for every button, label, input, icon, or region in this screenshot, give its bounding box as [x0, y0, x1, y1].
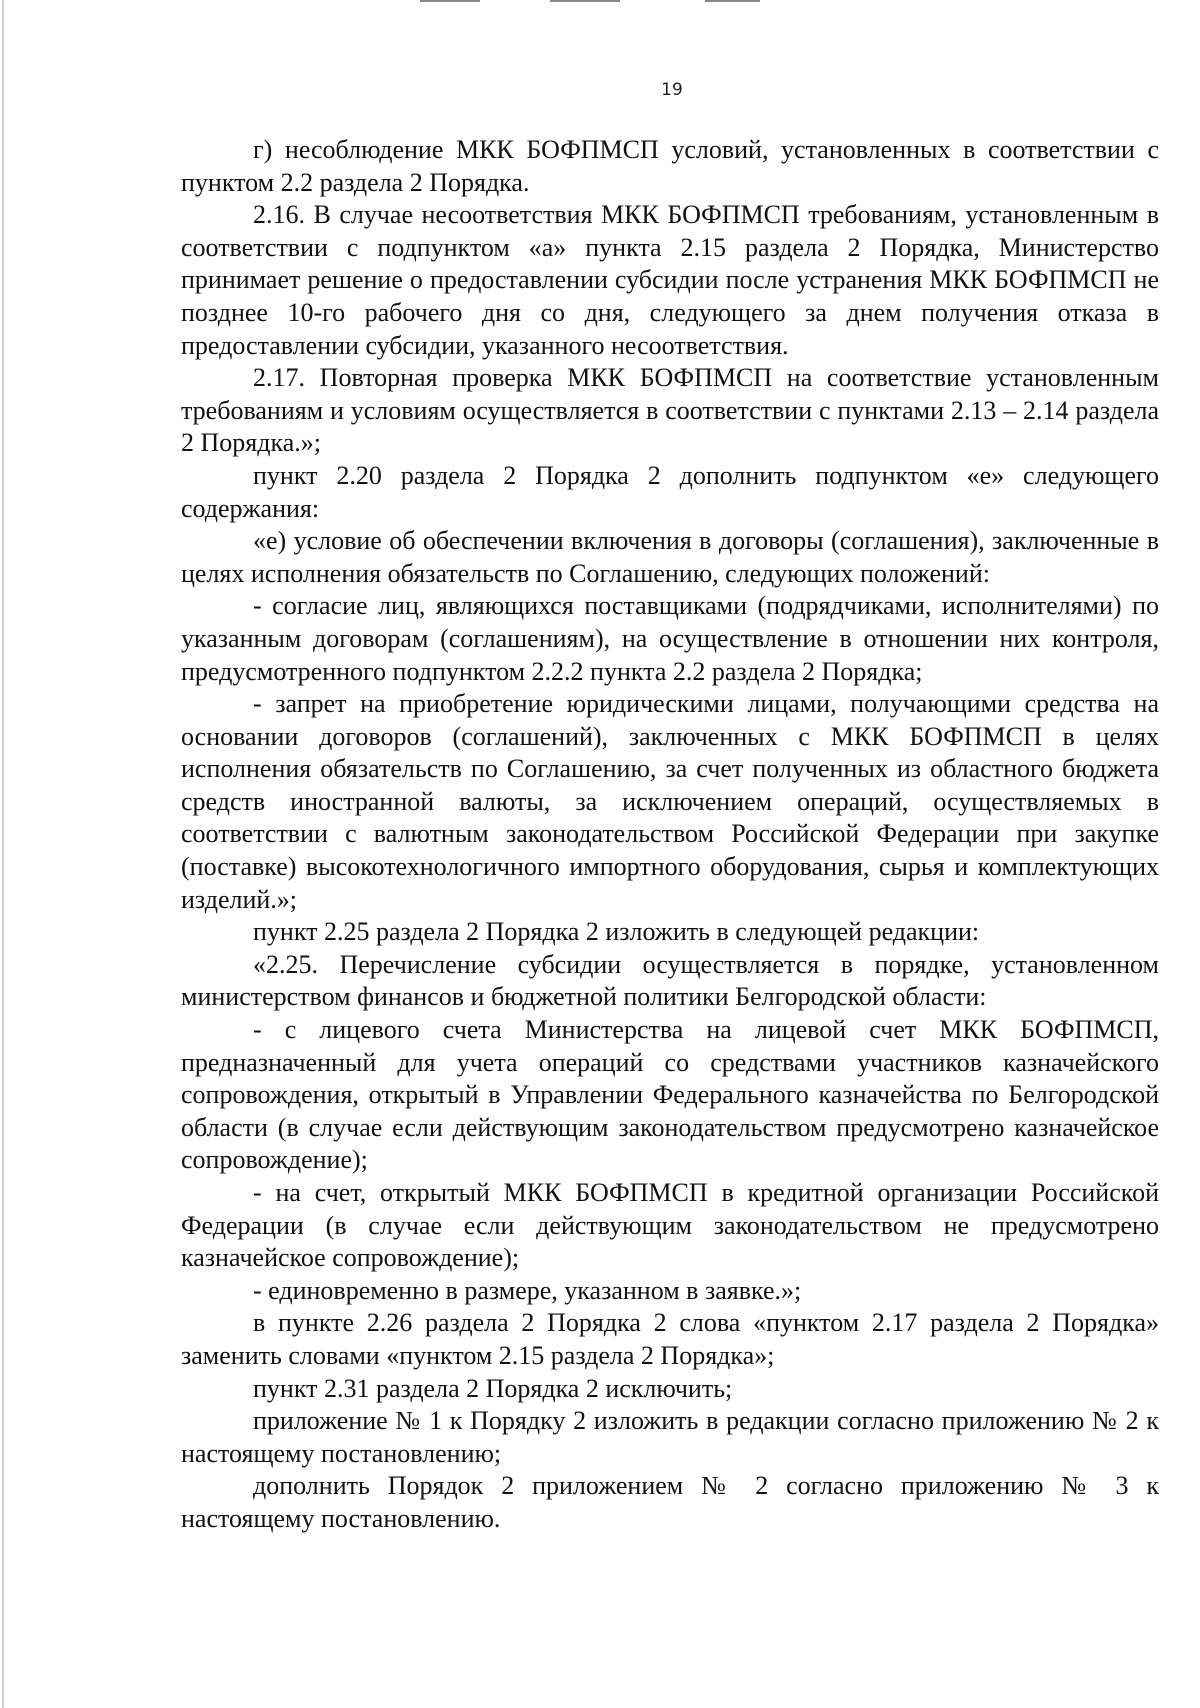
- page-number: 19: [661, 80, 683, 100]
- paragraph: - с лицевого счета Министерства на лицевой счет МКК БОФПМСП, предназначенный для учета операций со средствами участников казначейского сопровождения, открытый в Управлении Федерального казначейства по Белгородской области (в случае если действующим законодательством предусмотрено казначейское сопровождение);: [181, 1015, 1159, 1175]
- paragraph: г) несоблюдение МКК БОФПМСП условий, установленных в соответствии с пунктом 2.2 раздела 2 Порядка.: [181, 135, 1159, 197]
- paragraph: дополнить Порядок 2 приложением № 2 согласно приложению № 3 к настоящему постановлению.: [181, 1471, 1159, 1533]
- paragraph: пункт 2.20 раздела 2 Порядка 2 дополнить подпунктом «е» следующего содержания:: [181, 460, 1159, 523]
- document-body: [181, 134, 1159, 1536]
- paragraph: пункт 2.25 раздела 2 Порядка 2 изложить в следующей редакции:: [253, 917, 980, 947]
- paragraph: - на счет, открытый МКК БОФПМСП в кредитной организации Российской Федерации (в случае если действующим законодательством не предусмотрено казначейское сопровождение);: [181, 1178, 1159, 1273]
- paragraph: «е) условие об обеспечении включения в договоры (соглашения), заключенные в целях исполнения обязательств по Соглашению, следующих положений:: [181, 526, 1159, 588]
- paragraph: - согласие лиц, являющихся поставщиками (подрядчиками, исполнителями) по указанным договорам (соглашениям), на осуществление в отношении них контроля, предусмотренного подпунктом 2.2.2 пункта 2.2 раздела 2 Порядка;: [181, 591, 1159, 686]
- paragraph: приложение № 1 к Порядку 2 изложить в редакции согласно приложению № 2 к настоящему постановлению;: [181, 1406, 1159, 1468]
- paragraph: - запрет на приобретение юридическими лицами, получающими средства на основании договоров (соглашений), заключенных с МКК БОФПМСП в целях исполнения обязательств по Соглашению, за счет полученных из областного бюджета средств иностранной валюты, за исключением операций, осуществляемых в соответствии с валютным законодательством Российской Федерации при закупке (поставке) высокотехнологичного импортного оборудования, сырья и комплектующих изделий.»;: [181, 689, 1159, 914]
- paragraph: - единовременно в размере, указанном в заявке.»;: [253, 1275, 802, 1305]
- paragraph: «2.25. Перечисление субсидии осуществляется в порядке, установленном министерством финансов и бюджетной политики Белгородской области:: [181, 949, 1159, 1012]
- paragraph: 2.16. В случае несоответствия МКК БОФПМСП требованиям, установленным в соответствии с подпунктом «а» пункта 2.15 раздела 2 Порядка, Министерство принимает решение о предоставлении субсидии после устранения МКК БОФПМСП не позднее 10-го рабочего дня со дня, следующего за днем получения отказа в предоставлении субсидии, указанного несоответствия.: [181, 200, 1159, 360]
- paragraph: в пункте 2.26 раздела 2 Порядка 2 слова «пунктом 2.17 раздела 2 Порядка» заменить словами «пунктом 2.15 раздела 2 Порядка»;: [181, 1308, 1159, 1370]
- scan-edge: [2, 0, 4, 1708]
- scan-top-marks: [400, 0, 780, 4]
- paragraph: пункт 2.31 раздела 2 Порядка 2 исключить;: [253, 1373, 733, 1403]
- paragraph: 2.17. Повторная проверка МКК БОФПМСП на соответствие установленным требованиям и условиям осуществляется в соответствии с пунктами 2.13 – 2.14 раздела 2 Порядка.»;: [181, 363, 1159, 458]
